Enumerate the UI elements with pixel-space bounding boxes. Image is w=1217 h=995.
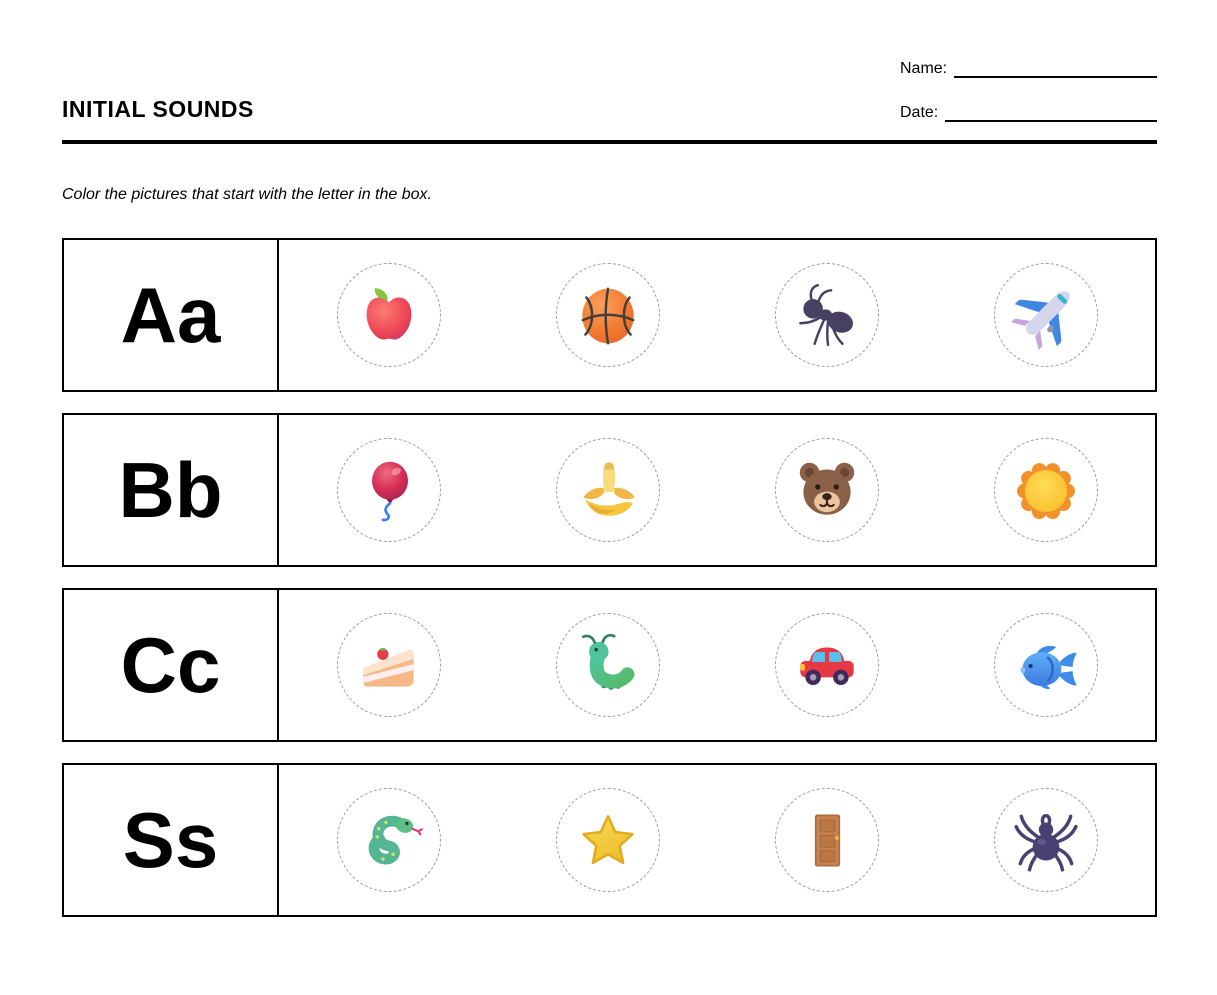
picture-cell <box>279 765 498 915</box>
spider-icon <box>1009 803 1083 877</box>
picture-cell <box>936 415 1155 565</box>
worksheet-rows <box>62 238 1157 938</box>
name-label: Name: <box>900 60 948 77</box>
picture-choice-sun[interactable] <box>994 438 1098 542</box>
picture-choice-cake[interactable] <box>337 613 441 717</box>
letter-label: Ss <box>122 796 219 884</box>
letter-label: Cc <box>120 621 221 709</box>
caterpillar-icon <box>571 628 645 702</box>
letter-box-aa <box>64 240 279 390</box>
picture-cells <box>279 590 1155 740</box>
picture-cell <box>717 590 936 740</box>
picture-cell <box>498 590 717 740</box>
picture-cell <box>717 240 936 390</box>
star-icon <box>571 803 645 877</box>
picture-choice-airplane[interactable] <box>994 263 1098 367</box>
apple-icon <box>352 278 426 352</box>
balloon-icon <box>352 453 426 527</box>
picture-choice-car[interactable] <box>775 613 879 717</box>
picture-cell <box>936 765 1155 915</box>
fish-icon <box>1009 628 1083 702</box>
name-line[interactable] <box>954 58 1157 78</box>
picture-choice-balloon[interactable] <box>337 438 441 542</box>
instruction-text: Color the pictures that start with the letter in the box. <box>62 186 432 203</box>
car-icon <box>790 628 864 702</box>
picture-cell <box>936 590 1155 740</box>
picture-choice-ant[interactable] <box>775 263 879 367</box>
picture-cell <box>717 415 936 565</box>
picture-cells <box>279 415 1155 565</box>
banana-icon <box>571 453 645 527</box>
picture-choice-apple[interactable] <box>337 263 441 367</box>
picture-cell <box>279 240 498 390</box>
picture-choice-caterpillar[interactable] <box>556 613 660 717</box>
picture-choice-bear[interactable] <box>775 438 879 542</box>
letter-label: Aa <box>120 271 221 359</box>
picture-choice-fish[interactable] <box>994 613 1098 717</box>
snake-icon <box>352 803 426 877</box>
door-icon <box>790 803 864 877</box>
picture-cells <box>279 765 1155 915</box>
picture-cell <box>936 240 1155 390</box>
picture-cell <box>498 415 717 565</box>
row-ss <box>62 763 1157 917</box>
row-bb <box>62 413 1157 567</box>
cake-icon <box>352 628 426 702</box>
letter-box-bb <box>64 415 279 565</box>
picture-cell <box>279 590 498 740</box>
worksheet-page <box>62 0 1157 995</box>
picture-cell <box>498 240 717 390</box>
row-cc <box>62 588 1157 742</box>
picture-choice-basketball[interactable] <box>556 263 660 367</box>
name-field <box>900 58 1157 78</box>
picture-cell <box>279 415 498 565</box>
picture-choice-snake[interactable] <box>337 788 441 892</box>
page-title: INITIAL SOUNDS <box>62 96 254 122</box>
basketball-icon <box>571 278 645 352</box>
row-aa <box>62 238 1157 392</box>
sun-icon <box>1009 453 1083 527</box>
picture-choice-banana[interactable] <box>556 438 660 542</box>
date-label: Date: <box>900 104 939 121</box>
picture-choice-spider[interactable] <box>994 788 1098 892</box>
airplane-icon <box>1009 278 1083 352</box>
picture-choice-door[interactable] <box>775 788 879 892</box>
picture-cell <box>717 765 936 915</box>
letter-label: Bb <box>118 446 223 534</box>
bear-icon <box>790 453 864 527</box>
picture-cells <box>279 240 1155 390</box>
letter-box-ss <box>64 765 279 915</box>
date-field <box>900 102 1157 122</box>
ant-icon <box>790 278 864 352</box>
date-line[interactable] <box>945 102 1157 122</box>
picture-choice-star[interactable] <box>556 788 660 892</box>
letter-box-cc <box>64 590 279 740</box>
name-date-fields <box>900 58 1157 146</box>
picture-cell <box>498 765 717 915</box>
